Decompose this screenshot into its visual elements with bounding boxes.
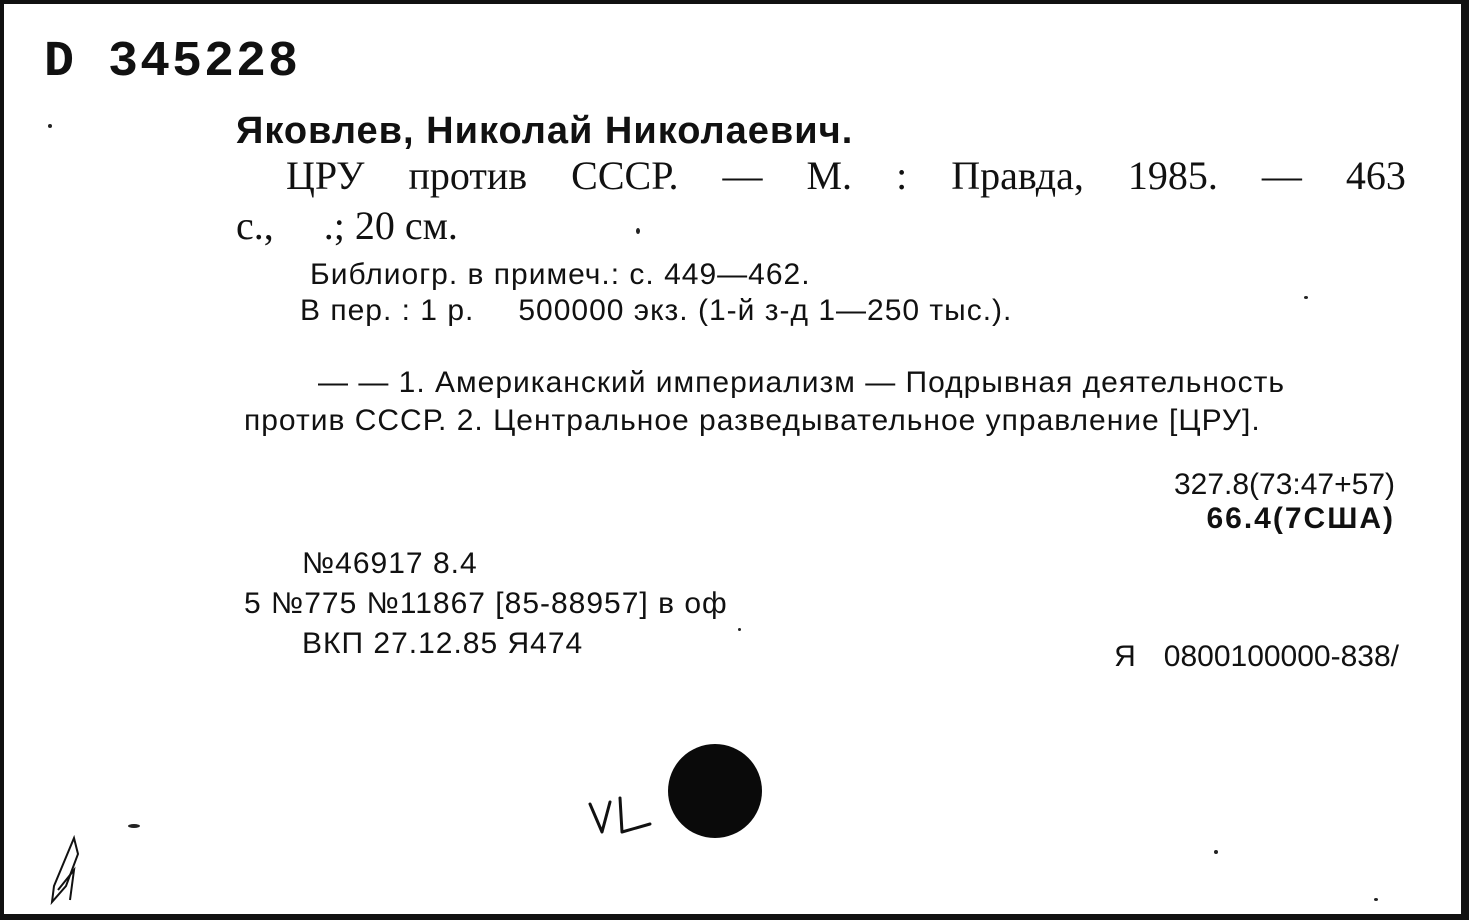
technical-info [244,544,728,664]
publisher-code-letter: Я [1114,640,1136,673]
price-label: В пер. : 1 р. [300,294,475,327]
print-run: 500000 экз. (1-й з-д 1—250 тыс.). [518,294,1013,327]
udc-code: 327.8(73:47+57) [1173,468,1395,501]
speck [128,824,140,828]
title-word: 1985. [1127,153,1218,198]
speck [1304,296,1308,299]
bibliography-note: Библиогр. в примеч.: с. 449—462. [310,258,811,291]
subject-line-2: против СССР. 2. Центральное разведывательное управление [ЦРУ]. [244,404,1261,437]
speck [48,124,52,128]
tech-line-1: №46917 8.4 [302,547,478,580]
title-line-1 [286,152,1406,199]
tech-line-2: 5 №775 №11867 [85-88957] в оф [244,587,728,620]
title-word: : [896,153,908,198]
author-heading: Яковлев, Николай Николаевич. [236,110,854,152]
price-note [300,294,1012,328]
title-word: СССР. [571,153,679,198]
title-word: — [722,153,763,198]
punch-hole [668,744,762,838]
title-word: — [1261,153,1302,198]
speck [1214,850,1218,854]
speck [738,628,741,631]
title-word: ЦРУ [286,153,365,198]
speck [636,228,640,234]
call-number: D 345228 [44,34,301,91]
subject-line-1: — — 1. Американский империализм — Подрывная деятельность [318,366,1285,399]
bbk-code: 66.4(7США) [1206,502,1395,535]
title-word: против [408,153,528,198]
title-line-2: с., .; 20 см. [236,203,458,248]
title-word: 463 [1345,153,1406,198]
handwritten-initials [586,794,656,840]
classification-codes [1174,468,1395,536]
speck [1374,898,1378,901]
subject-headings [244,364,1414,440]
title-word: М. [806,153,853,198]
publisher-code-number: 0800100000-838/ [1163,640,1399,673]
pencil-mark-icon [44,834,90,906]
publisher-code [1114,640,1399,674]
tech-line-3: ВКП 27.12.85 Я474 [302,627,584,660]
title-word: Правда, [951,153,1084,198]
